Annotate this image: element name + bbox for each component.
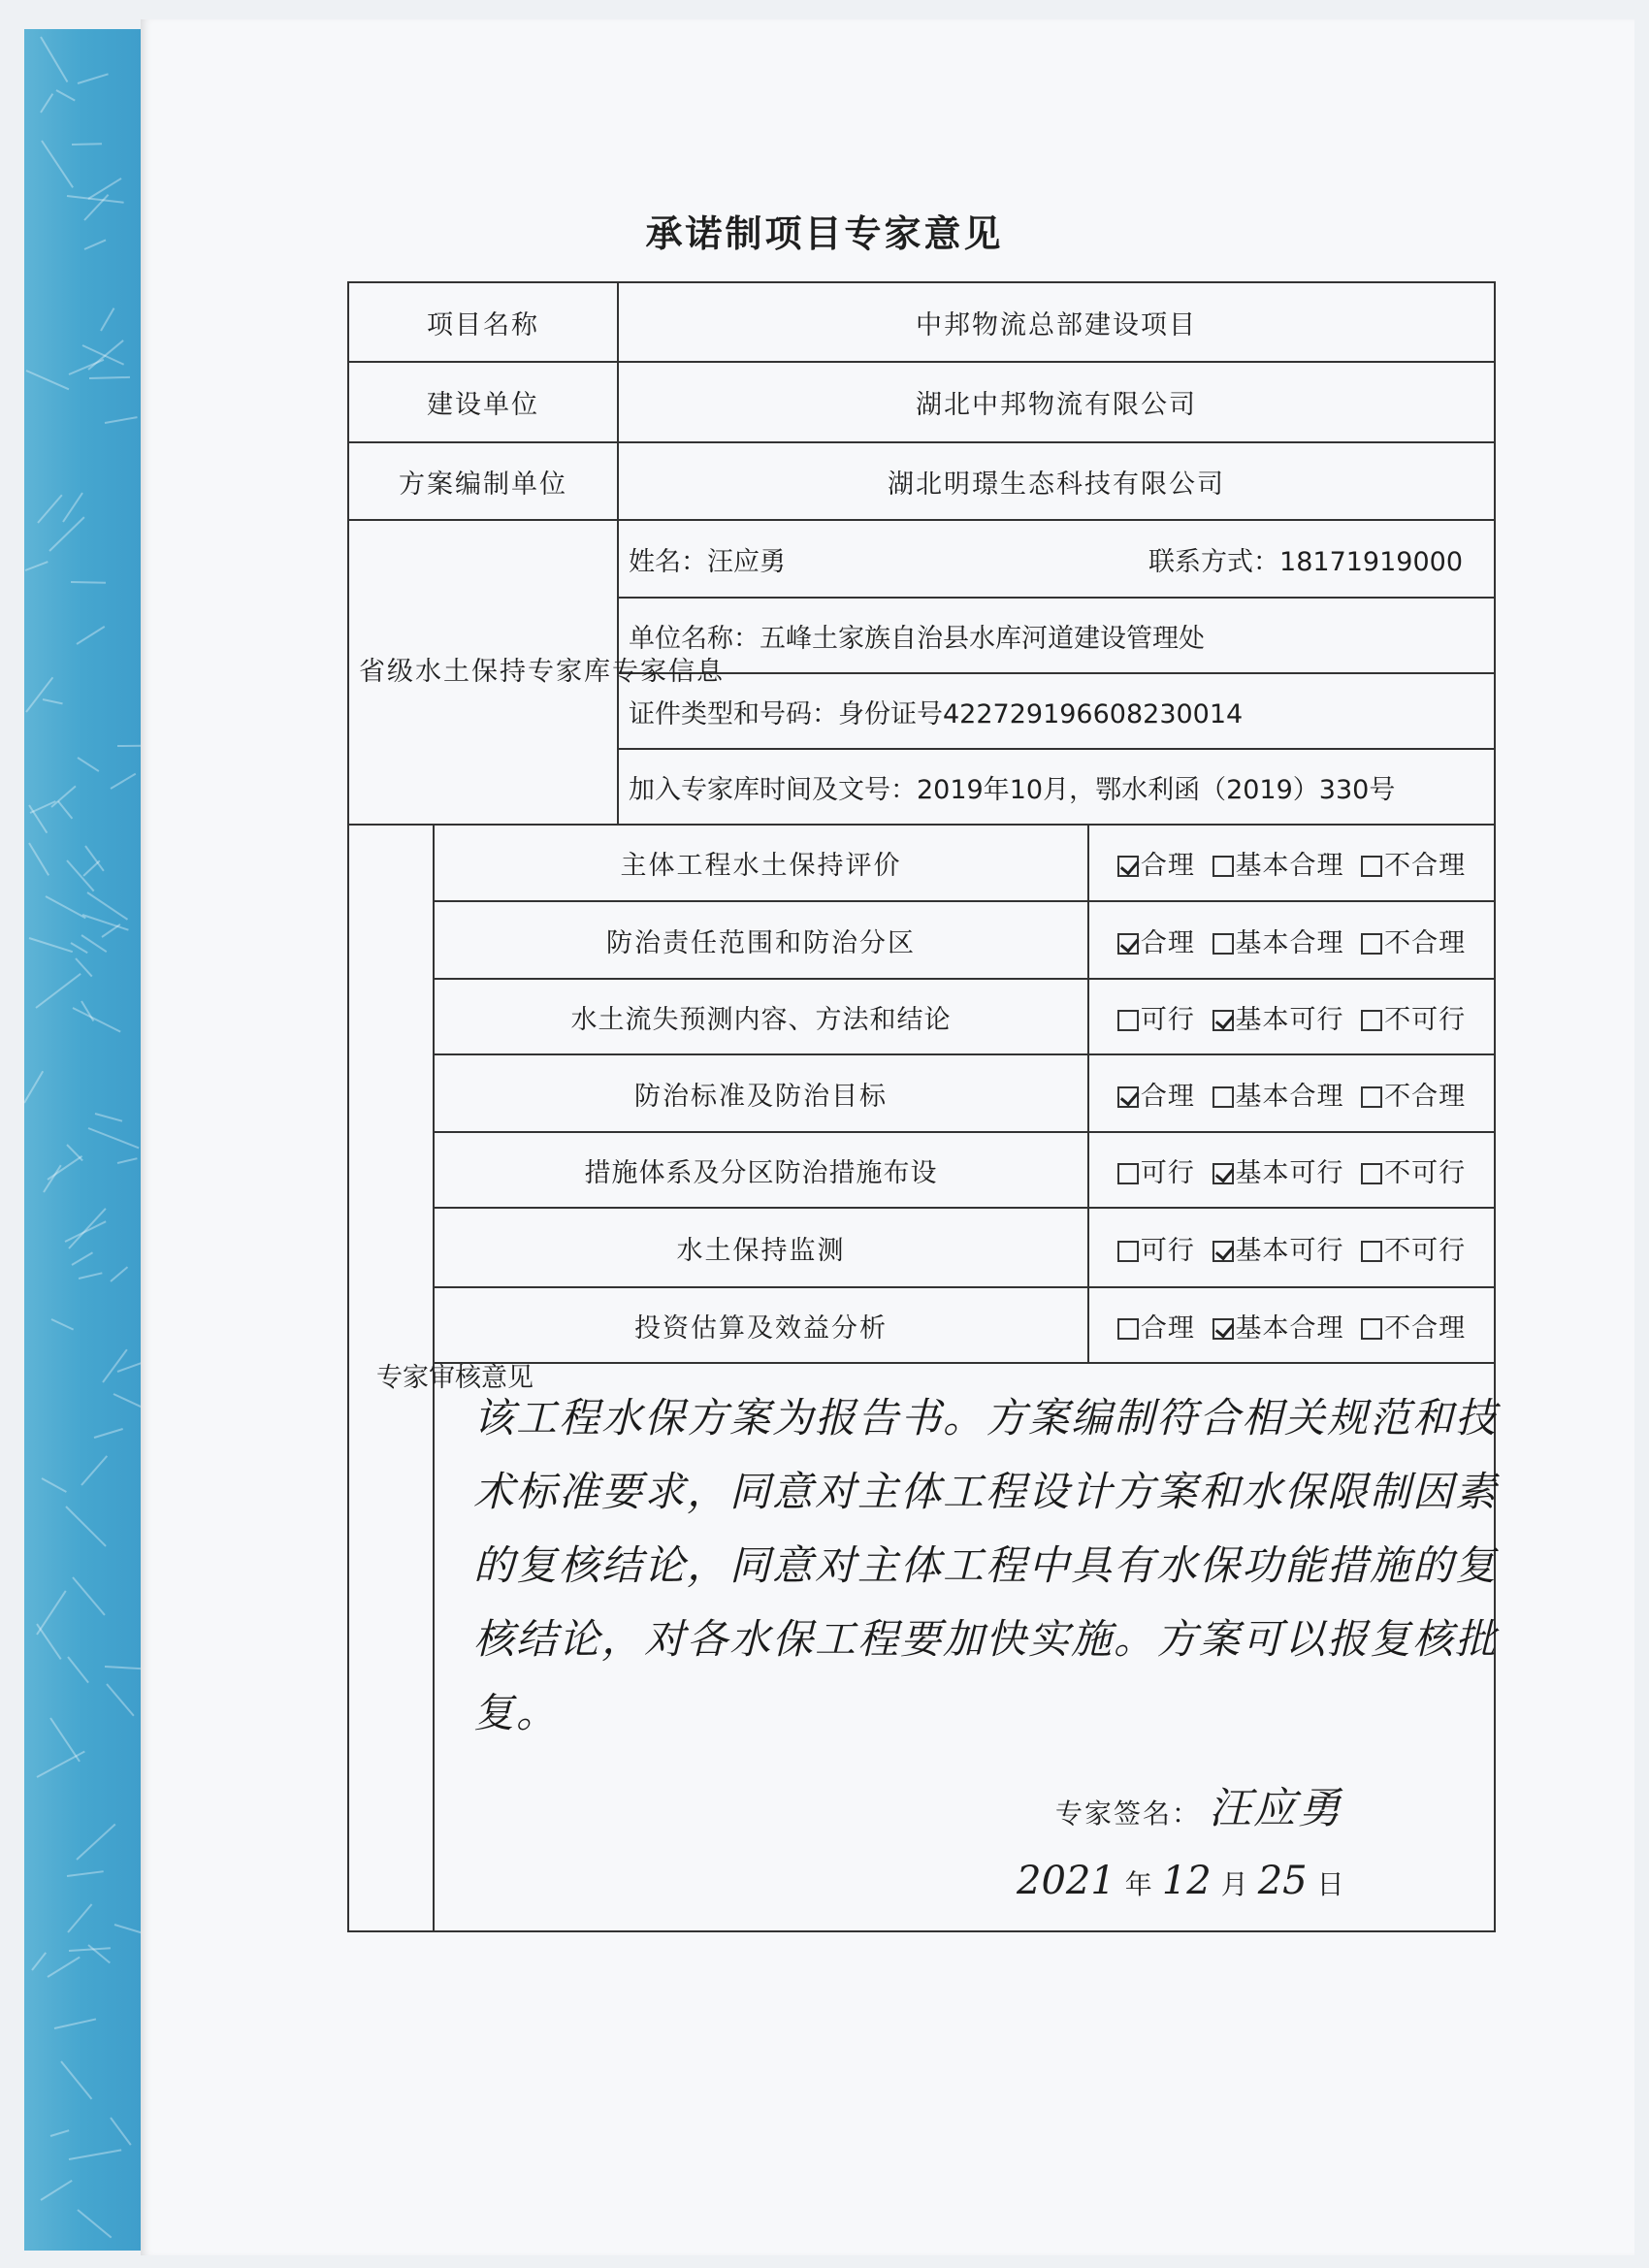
review-section-label <box>348 825 534 1931</box>
checkbox[interactable] <box>1117 1318 1139 1340</box>
paper-fiber <box>89 375 130 378</box>
paper-fiber <box>37 495 62 524</box>
expert-name-contact <box>618 520 1495 598</box>
review-options <box>1088 825 1495 901</box>
option <box>1212 1313 1344 1344</box>
option-label: 合理 <box>1140 851 1195 881</box>
paper-fiber <box>37 1624 62 1660</box>
option-label: 不合理 <box>1384 1081 1467 1112</box>
review-row <box>348 979 1495 1054</box>
paper-fiber <box>48 1155 83 1181</box>
paper-fiber <box>84 846 104 872</box>
review-row <box>348 1132 1495 1208</box>
option <box>1212 851 1344 881</box>
paper-fiber <box>110 773 136 790</box>
option <box>1212 1158 1344 1188</box>
date-day: 25 <box>1257 1859 1308 1903</box>
option <box>1361 1236 1466 1266</box>
review-item-label: 投资估算及效益分析 <box>434 1287 1088 1363</box>
option <box>1117 928 1195 958</box>
project-name-value: 中邦物流总部建设项目 <box>618 282 1495 362</box>
checkbox[interactable] <box>1212 1241 1234 1262</box>
review-options <box>1088 901 1495 979</box>
paper-fiber <box>67 1657 88 1684</box>
signature-row <box>1055 1773 1342 1835</box>
paper-fiber <box>105 1666 145 1669</box>
paper-fiber <box>50 785 76 807</box>
option-label: 合理 <box>1140 927 1195 958</box>
paper-fiber <box>103 1349 128 1383</box>
paper-fiber <box>47 1957 80 1978</box>
checkbox[interactable] <box>1212 856 1234 877</box>
checkbox[interactable] <box>1212 1163 1234 1184</box>
option <box>1212 928 1344 958</box>
paper-fiber <box>72 1577 106 1617</box>
option-label: 不可行 <box>1384 1157 1467 1188</box>
paper-fiber <box>40 36 68 81</box>
option <box>1361 928 1466 958</box>
paper-fiber <box>23 1070 44 1103</box>
paper-fiber <box>42 698 62 704</box>
review-options <box>1088 1054 1495 1132</box>
review-item-label: 水土流失预测内容、方法和结论 <box>434 979 1088 1054</box>
option-label: 不可行 <box>1384 1004 1467 1035</box>
review-options <box>1088 1132 1495 1208</box>
paper-fiber <box>41 140 74 187</box>
paper-fiber <box>41 2180 73 2201</box>
checkbox[interactable] <box>1361 1010 1382 1031</box>
paper-fiber <box>50 1318 74 1331</box>
expert-name: 姓名：汪应勇 <box>629 546 786 577</box>
date-year-unit: 年 <box>1124 1868 1152 1900</box>
paper-fiber <box>69 2150 122 2161</box>
option-label: 不合理 <box>1384 1312 1467 1344</box>
paper-fiber <box>76 1824 115 1861</box>
review-options <box>1088 1208 1495 1287</box>
option-label: 合理 <box>1140 1312 1195 1344</box>
paper-fiber <box>106 1683 134 1716</box>
checkbox[interactable] <box>1212 1010 1234 1031</box>
paper-fiber <box>68 1208 106 1249</box>
option <box>1212 1082 1344 1112</box>
paper-fiber <box>66 860 94 892</box>
paper-fiber <box>56 90 77 103</box>
checkbox[interactable] <box>1212 933 1234 955</box>
checkbox[interactable] <box>1212 1086 1234 1108</box>
paper-fiber <box>88 1127 140 1149</box>
review-row <box>348 825 1495 901</box>
review-item-label: 水土保持监测 <box>434 1208 1088 1287</box>
paper-fiber <box>77 2209 112 2238</box>
project-name-label: 项目名称 <box>348 282 618 362</box>
option-label: 不合理 <box>1384 851 1467 881</box>
builder-label: 建设单位 <box>348 362 618 442</box>
checkbox[interactable] <box>1361 856 1382 877</box>
option-label: 可行 <box>1140 1157 1195 1188</box>
checkbox[interactable] <box>1361 1086 1382 1108</box>
paper-fiber <box>35 973 81 1009</box>
paper-fiber <box>72 1252 93 1266</box>
review-item-label: 防治责任范围和防治分区 <box>434 901 1088 979</box>
option-label: 合理 <box>1140 1081 1195 1112</box>
paper-fiber <box>49 2129 69 2137</box>
paper-fiber <box>49 517 85 552</box>
option-label: 基本可行 <box>1235 1157 1344 1188</box>
option <box>1212 1236 1344 1266</box>
option-label: 基本合理 <box>1235 1312 1344 1344</box>
review-row <box>348 1287 1495 1363</box>
paper-fiber <box>111 1266 129 1282</box>
expert-unit: 单位名称：五峰土家族自治县水库河道建设管理处 <box>618 598 1495 673</box>
paper-fiber <box>26 370 70 390</box>
paper-fiber <box>110 2117 132 2146</box>
paper-fiber <box>28 937 73 953</box>
author-value: 湖北明璟生态科技有限公司 <box>618 442 1495 520</box>
checkbox[interactable] <box>1117 1086 1139 1108</box>
paper-fiber <box>70 942 87 954</box>
paper-fiber <box>43 1165 61 1193</box>
binding-strip <box>24 29 141 2251</box>
checkbox[interactable] <box>1212 1318 1234 1340</box>
expert-contact: 联系方式：18171919000 <box>1148 546 1463 577</box>
checkbox[interactable] <box>1361 1163 1382 1184</box>
paper-fiber <box>78 1273 102 1280</box>
date-month: 12 <box>1161 1859 1212 1903</box>
expert-joined: 加入专家库时间及文号：2019年10月，鄂水利函（2019）330号 <box>618 749 1495 825</box>
option-label: 不可行 <box>1384 1235 1467 1266</box>
paper-fiber <box>40 93 53 113</box>
option <box>1117 1005 1195 1035</box>
paper-fiber <box>102 923 121 938</box>
paper-fiber <box>67 1904 92 1933</box>
option <box>1117 1313 1195 1344</box>
paper-fiber <box>76 627 105 646</box>
paper-fiber <box>117 1157 138 1164</box>
expert-opinion-form <box>347 281 1499 1932</box>
paper-fiber <box>73 1007 121 1033</box>
paper-fiber <box>72 143 102 146</box>
date-year: 2021 <box>1017 1859 1116 1903</box>
option <box>1212 1005 1344 1035</box>
checkbox[interactable] <box>1117 933 1139 955</box>
review-comment-row <box>348 1363 1495 1931</box>
review-item-label: 措施体系及分区防治措施布设 <box>434 1132 1088 1208</box>
review-row <box>348 1208 1495 1287</box>
expert-section-label: 省级水土保持专家库专家信息 <box>348 520 618 825</box>
option <box>1361 851 1466 881</box>
paper-fiber <box>28 842 49 875</box>
review-item-label: 主体工程水土保持评价 <box>434 825 1088 901</box>
option <box>1361 1005 1466 1035</box>
checkbox[interactable] <box>1117 1241 1139 1262</box>
paper-fiber <box>57 800 73 819</box>
option <box>1117 1236 1195 1266</box>
paper-fiber <box>105 416 138 424</box>
paper-fiber <box>36 1750 84 1777</box>
option-label: 可行 <box>1140 1235 1195 1266</box>
review-section-text: 专家审核意见 <box>376 1362 534 1393</box>
paper-fiber <box>81 1456 108 1486</box>
option <box>1361 1158 1466 1188</box>
option <box>1117 1082 1195 1112</box>
paper-fiber <box>81 345 124 367</box>
paper-fiber <box>42 1477 68 1493</box>
review-item-label: 防治标准及防治目标 <box>434 1054 1088 1132</box>
expert-id: 证件类型和号码：身份证号422729196608230014 <box>618 673 1495 749</box>
row-project-name <box>348 282 1495 362</box>
option-label: 基本合理 <box>1235 1081 1344 1112</box>
signature-date <box>1017 1859 1354 1903</box>
option-label: 可行 <box>1140 1004 1195 1035</box>
checkbox[interactable] <box>1117 1010 1139 1031</box>
review-row <box>348 901 1495 979</box>
paper-fiber <box>78 73 109 84</box>
paper-fiber <box>25 561 48 571</box>
paper-fiber <box>67 1870 104 1877</box>
date-month-unit: 月 <box>1220 1868 1248 1900</box>
signature-label: 专家签名： <box>1055 1798 1202 1830</box>
author-label: 方案编制单位 <box>348 442 618 520</box>
paper-fiber <box>31 1952 47 1971</box>
option-label: 基本可行 <box>1235 1235 1344 1266</box>
option-label: 基本合理 <box>1235 851 1344 881</box>
paper-fiber <box>100 308 114 332</box>
paper-fiber <box>53 2019 95 2030</box>
paper-fiber <box>67 195 124 204</box>
builder-value: 湖北中邦物流有限公司 <box>618 362 1495 442</box>
checkbox[interactable] <box>1117 1163 1139 1184</box>
option-label: 基本合理 <box>1235 927 1344 958</box>
paper-fiber <box>69 359 105 375</box>
review-row <box>348 1054 1495 1132</box>
date-day-unit: 日 <box>1316 1868 1344 1900</box>
paper-fiber <box>93 1428 122 1439</box>
paper-fiber <box>25 677 53 713</box>
paper-fiber <box>95 1113 123 1122</box>
row-author <box>348 442 1495 520</box>
option <box>1361 1313 1466 1344</box>
page-title: 承诺制项目专家意见 <box>645 211 1004 255</box>
option-label: 不合理 <box>1384 927 1467 958</box>
option <box>1117 1158 1195 1188</box>
review-options <box>1088 979 1495 1054</box>
paper-fiber <box>71 581 106 584</box>
checkbox[interactable] <box>1361 1318 1382 1340</box>
review-options <box>1088 1287 1495 1363</box>
paper-fiber <box>77 757 99 772</box>
paper-fiber <box>60 2060 92 2099</box>
row-expert-name <box>348 520 1495 598</box>
expert-signature: 汪应勇 <box>1209 1784 1343 1833</box>
paper-fiber <box>87 891 129 921</box>
review-comment-cell <box>434 1363 1499 1931</box>
checkbox[interactable] <box>1361 1241 1382 1262</box>
option-label: 基本可行 <box>1235 1004 1344 1035</box>
option <box>1117 851 1195 881</box>
checkbox[interactable] <box>1117 856 1139 877</box>
review-comment-text: 该工程水保方案为报告书。方案编制符合相关规范和技术标准要求，同意对主体工程设计方案和水保限制因素的复核结论，同意对主体工程中具有水保功能措施的复核结论，对各水保工程要加快实施。方案可以报复核批复。 <box>473 1394 1499 1736</box>
option <box>1361 1082 1466 1112</box>
paper-fiber <box>45 895 86 919</box>
checkbox[interactable] <box>1361 933 1382 955</box>
paper-fiber <box>66 1506 108 1547</box>
row-builder <box>348 362 1495 442</box>
